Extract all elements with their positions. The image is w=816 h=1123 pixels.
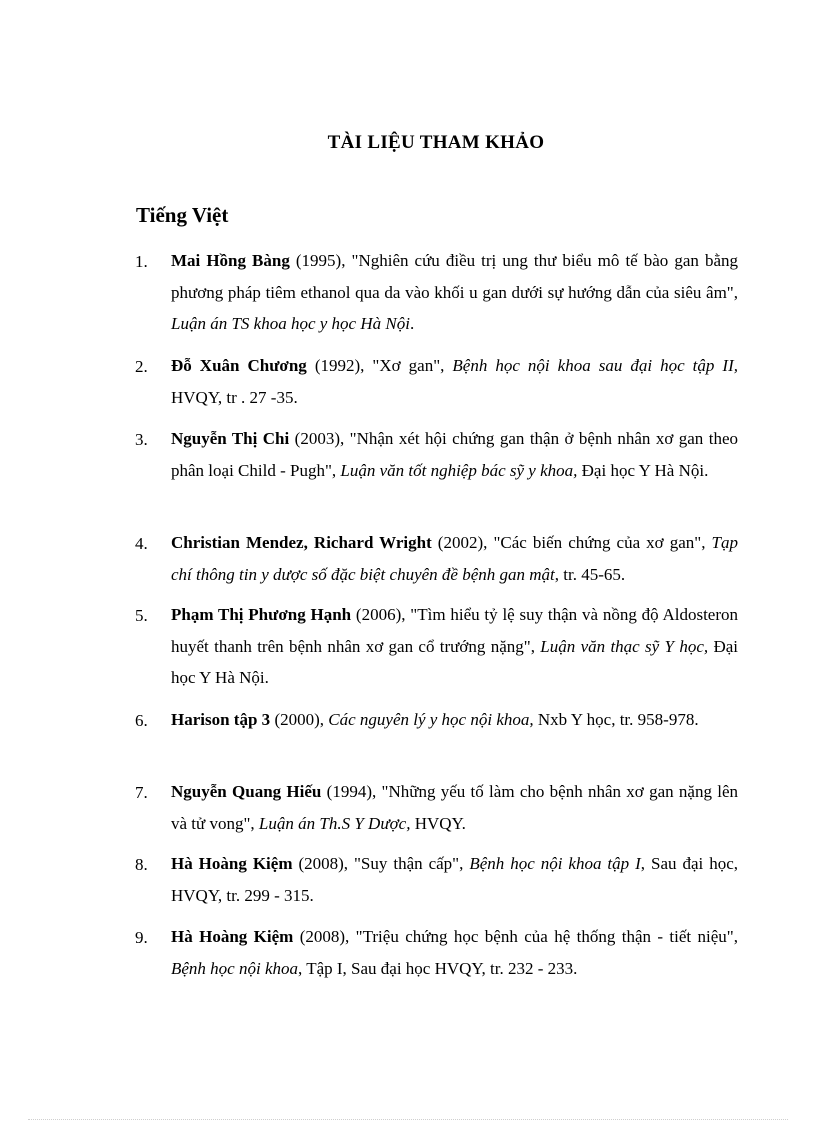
reference-detail: (2003), "Nhận xét hội chứng gan thận ở bệnh nhân xơ gan theo phân loại Child - Pugh", <box>171 429 738 480</box>
reference-tail: Đại học Y Hà Nội. <box>171 636 739 687</box>
reference-source: Bệnh học nội khoa sau đại học tập II, <box>452 356 738 375</box>
reference-source: Luận án Th.S Y Dược, <box>258 813 411 833</box>
reference-tail: . <box>409 314 415 333</box>
reference-source: Luận văn tốt nghiệp bác sỹ y khoa, <box>340 460 578 480</box>
reference-author: Mai Hồng Bàng <box>171 251 290 270</box>
reference-detail: (2000), <box>270 710 329 729</box>
reference-source: Bệnh học nội khoa <box>171 958 298 978</box>
reference-tail: HVQY, tr . 27 -35. <box>171 387 298 407</box>
reference-detail: (2002), "Các biến chứng của xơ gan", <box>431 533 712 552</box>
reference-detail: (1992), "Xơ gan", <box>306 356 453 375</box>
reference-number: 7. <box>135 783 148 802</box>
reference-text <box>171 776 738 839</box>
reference-author: Christian Mendez, Richard Wright <box>171 533 432 552</box>
reference-detail: (2008), "Suy thận cấp", <box>292 854 470 873</box>
reference-number: 5. <box>135 606 148 625</box>
reference-author: Nguyễn Quang Hiếu <box>171 782 322 801</box>
reference-number: 1. <box>135 252 148 271</box>
reference-author: Phạm Thị Phương Hạnh <box>171 605 352 624</box>
reference-detail: (1995), "Nghiên cứu điều trị ung thư biểu mô tế bào gan bằng phương pháp tiêm ethanol qua da vào khối u gan dưới sự hướng dẫn của siêu âm", <box>171 251 738 302</box>
reference-tail: Đại học Y Hà Nội. <box>577 460 709 480</box>
reference-detail: (1994), "Những yếu tố làm cho bệnh nhân xơ gan nặng lên và tử vong", <box>171 782 738 833</box>
reference-text <box>171 527 738 590</box>
reference-tail: HVQY. <box>410 813 466 833</box>
reference-text <box>171 245 738 340</box>
reference-tail: , Tập I, Sau đại học HVQY, tr. 232 - 233. <box>298 958 578 978</box>
reference-source: Các nguyên lý y học nội khoa, <box>328 710 534 729</box>
reference-tail: Nxb Y học, tr. 958-978. <box>533 710 699 729</box>
reference-number: 8. <box>135 855 148 874</box>
reference-source: Luận văn thạc sỹ Y học, <box>540 636 709 656</box>
reference-author: Hà Hoàng Kiệm <box>171 927 294 946</box>
reference-text <box>171 848 738 911</box>
reference-detail: (2008), "Triệu chứng học bệnh của hệ thống thận - tiết niệu", <box>293 927 738 946</box>
reference-author: Hà Hoàng Kiệm <box>171 854 293 873</box>
reference-text <box>171 423 738 486</box>
reference-number: 3. <box>135 430 148 449</box>
reference-source: Luận án TS khoa học y học Hà Nội <box>171 314 410 333</box>
page-bottom-border <box>28 1119 788 1120</box>
reference-text <box>171 921 738 984</box>
reference-number: 9. <box>135 928 148 947</box>
reference-number: 2. <box>135 357 148 376</box>
reference-author: Harison tập 3 <box>171 710 271 729</box>
reference-author: Nguyễn Thị Chi <box>171 429 290 448</box>
reference-source: Bệnh học nội khoa tập I <box>469 854 641 873</box>
reference-number: 6. <box>135 711 148 730</box>
reference-author: Đỗ Xuân Chương <box>171 356 307 375</box>
reference-detail: (2006), "Tìm hiểu tỷ lệ suy thận và nồng độ Aldosteron huyết thanh trên bệnh nhân xơ gan cổ trướng nặng", <box>171 605 739 656</box>
reference-text <box>171 599 738 694</box>
reference-tail: , tr. 45-65. <box>554 564 626 584</box>
reference-source: Tạp chí thông tin y dược số đặc biệt chuyên đề bệnh gan mật <box>171 533 738 584</box>
page-title: TÀI LIỆU THAM KHẢO <box>327 132 545 153</box>
reference-text <box>171 350 738 413</box>
reference-text <box>171 704 738 736</box>
section-heading: Tiếng Việt <box>136 203 229 227</box>
reference-tail: , Sau đại học, HVQY, tr. 299 - 315. <box>171 854 738 905</box>
reference-number: 4. <box>135 534 148 553</box>
